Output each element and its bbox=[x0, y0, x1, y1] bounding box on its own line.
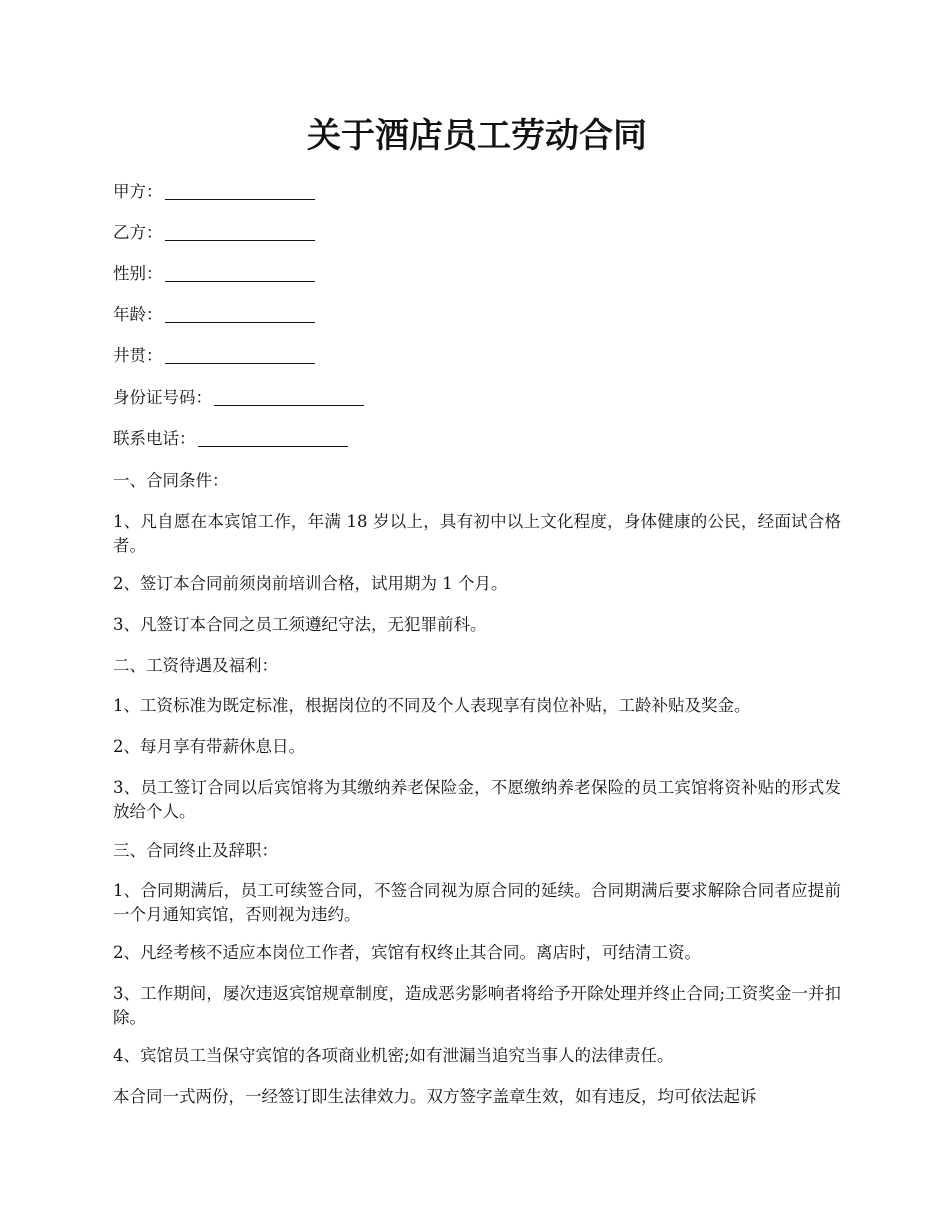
field-label: 身份证号码： bbox=[113, 388, 212, 407]
field-id-number bbox=[113, 386, 364, 410]
field-label: 乙方： bbox=[113, 223, 163, 242]
paragraph: 2、凡经考核不适应本岗位工作者，宾馆有权终止其合同。离店时，可结清工资。 bbox=[113, 943, 701, 962]
fill-in-line bbox=[165, 362, 315, 364]
paragraph: 1、凡自愿在本宾馆工作，年满 18 岁以上，具有初中以上文化程度，身体健康的公民，经面试合格者。 bbox=[113, 512, 841, 555]
field-gender bbox=[113, 262, 315, 286]
field-party-b bbox=[113, 221, 315, 245]
field-label: 年龄： bbox=[113, 305, 163, 324]
paragraph: 1、工资标准为既定标准，根据岗位的不同及个人表现享有岗位补贴，工龄补贴及奖金。 bbox=[113, 696, 751, 715]
field-label: 联系电话： bbox=[113, 429, 196, 448]
paragraph: 4、宾馆员工当保守宾馆的各项商业机密;如有泄漏当追究当事人的法律责任。 bbox=[113, 1046, 674, 1065]
field-party-a bbox=[113, 180, 315, 204]
fill-in-line bbox=[165, 280, 315, 282]
fill-in-line bbox=[198, 445, 348, 447]
paragraph: 本合同一式两份，一经签订即生法律效力。双方签字盖章生效，如有违反，均可依法起诉 bbox=[113, 1087, 757, 1106]
field-label: 井贯： bbox=[113, 346, 163, 365]
paragraph: 3、凡签订本合同之员工须遵纪守法，无犯罪前科。 bbox=[113, 615, 487, 634]
paragraph: 2、每月享有带薪休息日。 bbox=[113, 737, 305, 756]
section-heading: 一、合同条件： bbox=[113, 471, 229, 490]
field-age bbox=[113, 303, 315, 327]
field-native-place bbox=[113, 344, 315, 368]
field-phone bbox=[113, 427, 348, 451]
field-label: 甲方： bbox=[113, 182, 163, 201]
section-heading: 二、工资待遇及福利： bbox=[113, 656, 278, 675]
fill-in-line bbox=[214, 404, 364, 406]
paragraph: 2、签订本合同前须岗前培训合格，试用期为 1 个月。 bbox=[113, 574, 508, 593]
document-title: 关于酒店员工劳动合同 bbox=[307, 116, 647, 156]
fill-in-line bbox=[165, 198, 315, 200]
paragraph: 3、员工签订合同以后宾馆将为其缴纳养老保险金，不愿缴纳养老保险的员工宾馆将资补贴的形式发放给个人。 bbox=[113, 778, 841, 821]
paragraph: 1、合同期满后，员工可续签合同，不签合同视为原合同的延续。合同期满后要求解除合同者应提前一个月通知宾馆，否则视为违约。 bbox=[113, 881, 841, 924]
field-label: 性别： bbox=[113, 264, 163, 283]
fill-in-line bbox=[165, 321, 315, 323]
paragraph: 3、工作期间，屡次违返宾馆规章制度，造成恶劣影响者将给予开除处理并终止合同;工资奖金一并扣除。 bbox=[113, 984, 841, 1027]
fill-in-line bbox=[165, 239, 315, 241]
section-heading: 三、合同终止及辞职： bbox=[113, 841, 278, 860]
